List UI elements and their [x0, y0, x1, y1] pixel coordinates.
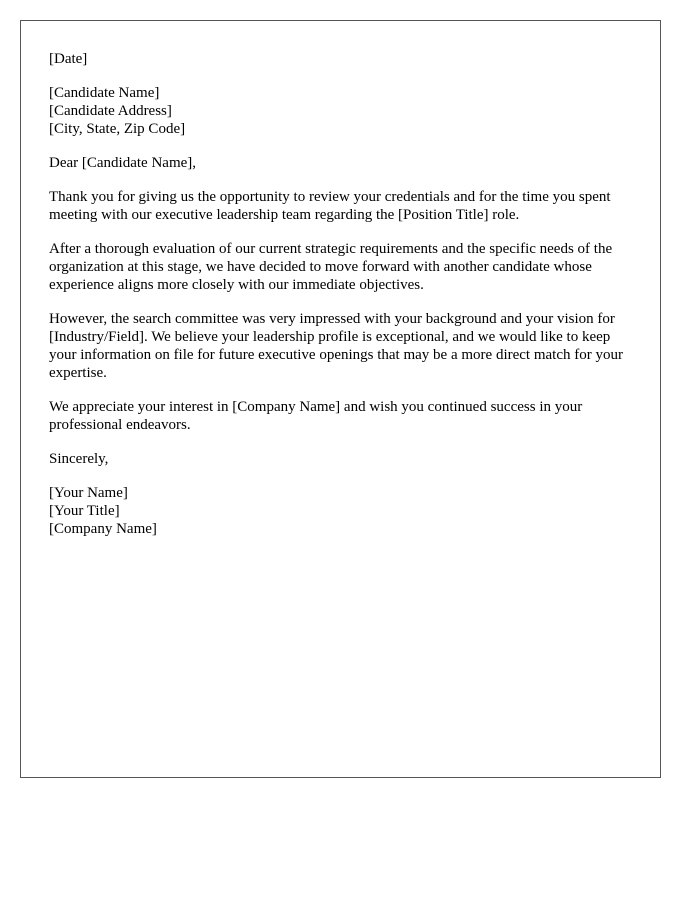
closing: Sincerely, [49, 451, 109, 467]
recipient-address: [Candidate Address] [49, 103, 172, 119]
body-paragraph-2: After a thorough evaluation of our current strategic requirements and the specific needs of the organization at this stage, we have decided to move forward with another candidate whose experience aligns more closely with our immediate objectives. [49, 241, 613, 293]
body-paragraph-3: However, the search committee was very impressed with your background and your vision for [Industry/Field]. We believe your leadership profile is exceptional, and we would like to keep your information on file for future executive openings that may be a more direct match for your expertise. [49, 311, 623, 381]
sender-name: [Your Name] [49, 485, 128, 501]
recipient-name: [Candidate Name] [49, 85, 160, 101]
body-paragraph-4: We appreciate your interest in [Company Name] and wish you continued success in your professional endeavors. [49, 399, 583, 433]
sender-company: [Company Name] [49, 521, 157, 537]
letter-page [20, 20, 661, 778]
signature-block [49, 484, 632, 538]
recipient-block [49, 84, 632, 138]
sender-title: [Your Title] [49, 503, 120, 519]
salutation: Dear [Candidate Name], [49, 155, 197, 171]
recipient-city: [City, State, Zip Code] [49, 121, 186, 137]
date: [Date] [49, 51, 88, 67]
body-paragraph-1: Thank you for giving us the opportunity to review your credentials and for the time you spent meeting with our executive leadership team regarding the [Position Title] role. [49, 189, 611, 223]
